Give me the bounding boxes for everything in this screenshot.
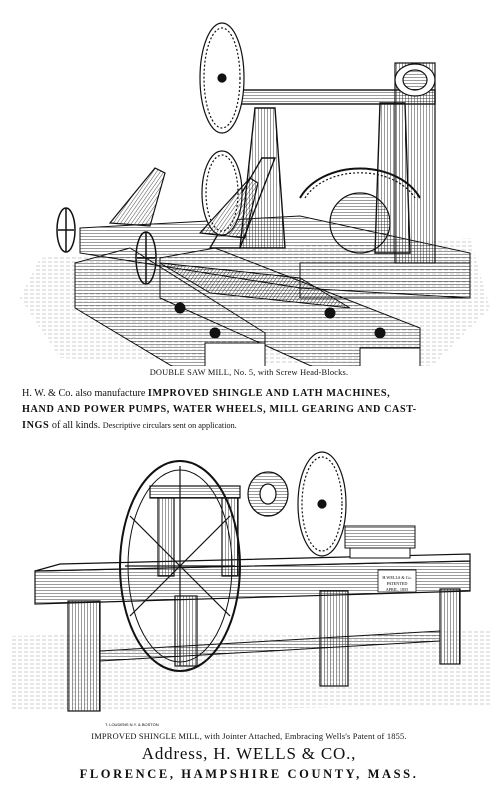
ad-lead-text: H. W. & Co. also manufacture [22,388,148,399]
address-line: Address, H. WELLS & CO., [141,744,357,763]
patent-plate-text: H.WELLS & Co. [382,575,412,580]
ad-circulars-note: Descriptive circulars sent on application. [102,421,237,430]
upper-circular-saw [200,23,244,133]
svg-text:PATENTED: PATENTED [386,581,408,586]
figure2-caption: IMPROVED SHINGLE MILL, with Jointer Attached, Embracing Wells's Patent of 1855. [91,732,407,741]
drive-pulley [248,472,288,516]
engraver-signature: T. LOUDENS N.Y. & BOSTON [105,722,159,727]
figure1-caption: DOUBLE SAW MILL, No. 5, with Screw Head-Blocks. [149,368,349,377]
hand-wheel-right [136,232,156,284]
ad-kinds-text: of all kinds. [49,420,103,431]
jointer-carriage [345,526,415,558]
patent-plate [378,570,416,593]
ad-products-line3: INGS [22,420,50,431]
hand-wheel-left [57,208,75,252]
ad-products-line2: HAND AND POWER PUMPS, WATER WHEELS, MILL GEARING AND CAST- [22,404,417,415]
shingle-circular-saw [298,452,346,556]
svg-text:APRIL, 1855: APRIL, 1855 [385,587,409,592]
city-line: FLORENCE, HAMPSHIRE COUNTY, MASS. [79,767,419,781]
double-saw-mill-engraving [0,8,498,366]
advertisement-text [22,386,480,434]
belt-pulley-column [395,63,435,263]
shingle-mill-engraving [0,446,498,730]
ad-products-line1: IMPROVED SHINGLE AND LATH MACHINES, [147,388,391,399]
